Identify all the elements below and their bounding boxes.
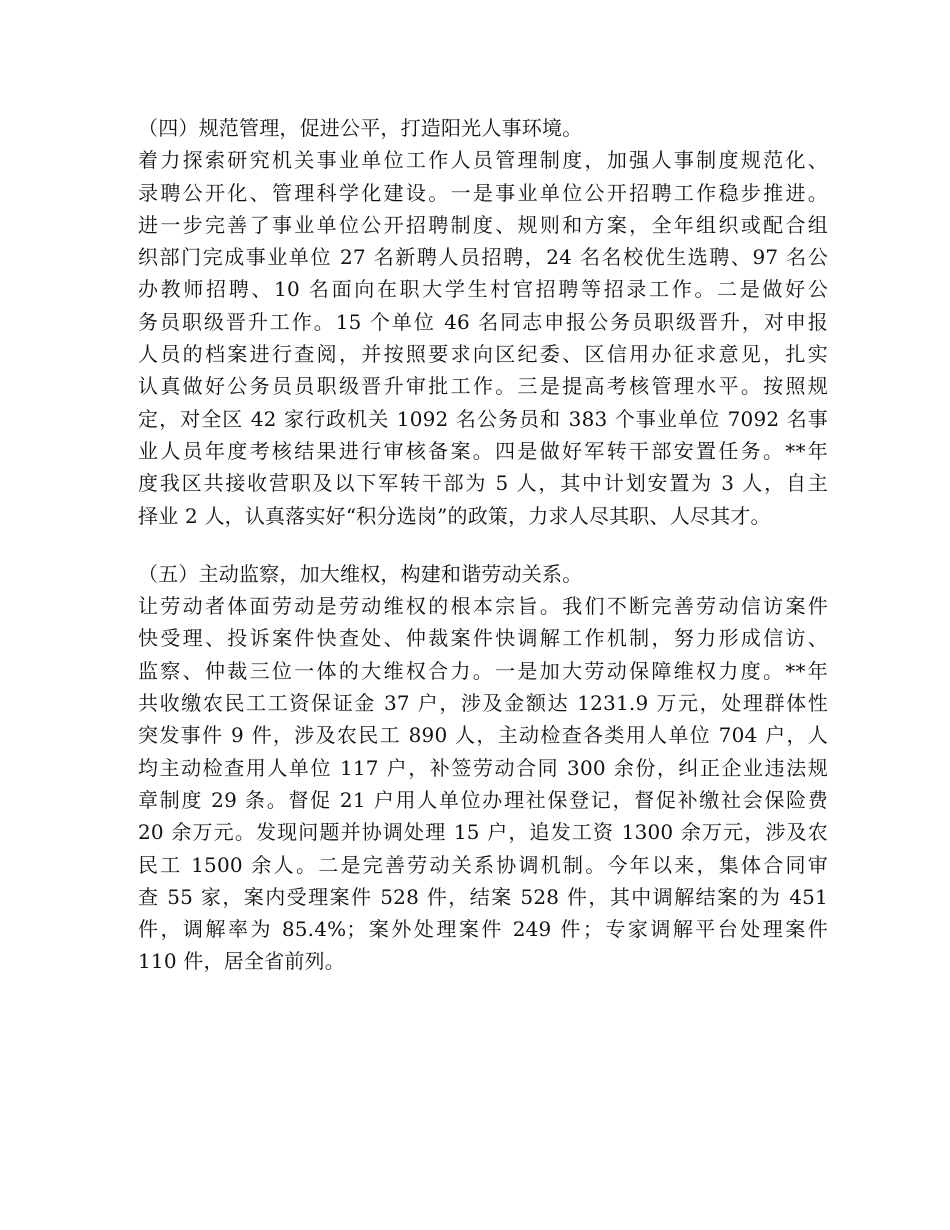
paragraph-line: 110 件，居全省前列。 xyxy=(138,949,345,974)
section-five xyxy=(138,558,828,978)
paragraph-line: 择业 2 人，认真落实好“积分选岗”的政策，力求人尽其职、人尽其才。 xyxy=(138,503,771,528)
paragraph-line: 20 余万元。发现问题并协调处理 15 户，追发工资 1300 余万元，涉及农 xyxy=(138,820,828,845)
paragraph-line: 进一步完善了事业单位公开招聘制度、规则和方案，全年组织或配合组 xyxy=(138,212,828,237)
paragraph-line: 快受理、投诉案件快查处、仲裁案件快调解工作机制，努力形成信访、 xyxy=(138,626,828,651)
paragraph-line: 均主动检查用人单位 117 户，补签劳动合同 300 余份，纠正企业违法规 xyxy=(138,755,828,780)
paragraph-line: 查 55 家，案内受理案件 528 件，结案 528 件，其中调解结案的为 451 xyxy=(138,884,828,909)
paragraph-line: 让劳动者体面劳动是劳动维权的根本宗旨。我们不断完善劳动信访案件 xyxy=(138,594,828,619)
paragraph-line: 突发事件 9 件，涉及农民工 890 人，主动检查各类用人单位 704 户，人 xyxy=(138,723,828,748)
document-page xyxy=(138,112,828,978)
paragraph-line: 织部门完成事业单位 27 名新聘人员招聘，24 名名校优生选聘、97 名公 xyxy=(138,245,828,270)
paragraph-line: 录聘公开化、管理科学化建设。一是事业单位公开招聘工作稳步推进。 xyxy=(138,180,828,205)
paragraph-line: 章制度 29 条。督促 21 户用人单位办理社保登记，督促补缴社会保险费 xyxy=(138,787,828,812)
paragraph-line: 度我区共接收营职及以下军转干部为 5 人，其中计划安置为 3 人，自主 xyxy=(138,471,828,496)
section-four xyxy=(138,112,828,532)
paragraph-line: 认真做好公务员员职级晋升审批工作。三是提高考核管理水平。按照规 xyxy=(138,374,828,399)
paragraph-line: 件，调解率为 85.4%；案外处理案件 249 件；专家调解平台处理案件 xyxy=(138,917,828,942)
paragraph-line: 监察、仲裁三位一体的大维权合力。一是加大劳动保障维权力度。**年 xyxy=(138,658,828,683)
paragraph-line: 着力探索研究机关事业单位工作人员管理制度，加强人事制度规范化、 xyxy=(138,148,828,173)
paragraph-line: 定，对全区 42 家行政机关 1092 名公务员和 383 个事业单位 7092 名事 xyxy=(138,406,828,431)
paragraph-line: 人员的档案进行查阅，并按照要求向区纪委、区信用办征求意见，扎实 xyxy=(138,342,828,367)
paragraph-line: 办教师招聘、10 名面向在职大学生村官招聘等招录工作。二是做好公 xyxy=(138,277,828,302)
paragraph-line: 民工 1500 余人。二是完善劳动关系协调机制。今年以来，集体合同审 xyxy=(138,852,828,877)
section-heading: （五）主动监察，加大维权，构建和谐劳动关系。 xyxy=(138,561,583,586)
paragraph-line: 务员职级晋升工作。15 个单位 46 名同志申报公务员职级晋升，对申报 xyxy=(138,309,828,334)
paragraph-line: 业人员年度考核结果进行审核备案。四是做好军转干部安置任务。**年 xyxy=(138,438,828,463)
section-heading: （四）规范管理，促进公平，打造阳光人事环境。 xyxy=(138,116,583,140)
paragraph-line: 共收缴农民工工资保证金 37 户，涉及金额达 1231.9 万元，处理群体性 xyxy=(138,691,828,716)
